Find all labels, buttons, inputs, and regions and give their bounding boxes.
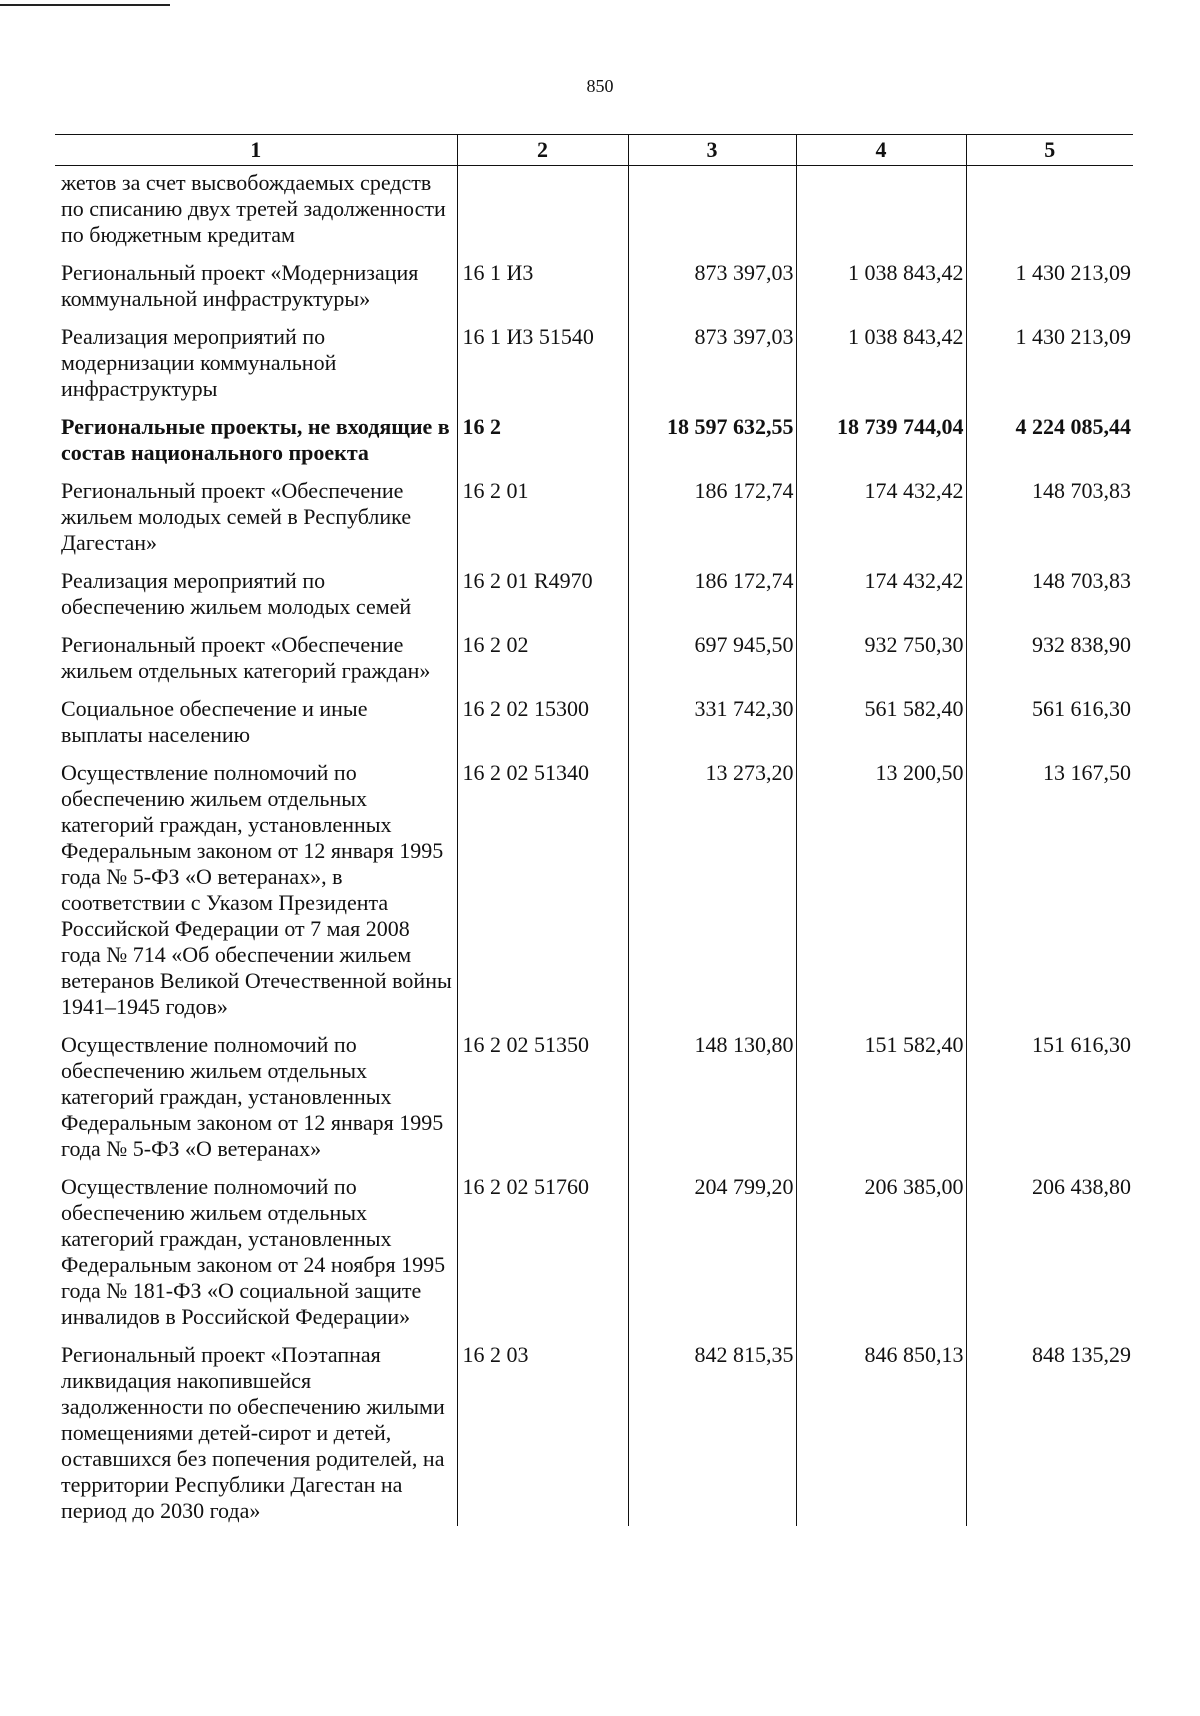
row-name-cell: Реализация мероприятий по модернизации коммунальной инфраструктуры	[61, 324, 337, 401]
header-col-5: 5	[966, 135, 1133, 166]
row-code-cell: 16 1 И3	[457, 260, 628, 324]
row-code-cell	[457, 166, 628, 261]
row-value-col5: 932 838,90	[966, 632, 1133, 696]
row-value-col3: 873 397,03	[628, 260, 796, 324]
table-row	[55, 1032, 1133, 1174]
row-name-cell: Региональный проект «Поэтапная ликвидация накопившейся задолженности по обеспечению жилыми помещениями детей-сирот и детей, оставшихся без попечения родителей, на территории Республики Дагестан на период до 2030 года»	[61, 1342, 445, 1523]
row-value-col4: 206 385,00	[796, 1174, 966, 1342]
row-value-col5	[966, 166, 1133, 261]
table-row	[55, 414, 1133, 478]
row-name-cell: Региональный проект «Обеспечение жильем молодых семей в Республике Дагестан»	[61, 478, 412, 555]
row-value-col5: 1 430 213,09	[966, 324, 1133, 414]
row-code-cell: 16 2 02	[457, 632, 628, 696]
row-code-cell: 16 2 02 15300	[457, 696, 628, 760]
row-value-col4: 1 038 843,42	[796, 260, 966, 324]
row-value-col4: 18 739 744,04	[796, 414, 966, 478]
row-value-col5: 13 167,50	[966, 760, 1133, 1032]
row-name-cell: Региональные проекты, не входящие в состав национального проекта	[61, 414, 450, 465]
row-name-cell: Региональный проект «Обеспечение жильем отдельных категорий граждан»	[61, 632, 431, 683]
row-value-col3: 331 742,30	[628, 696, 796, 760]
table-row	[55, 260, 1133, 324]
row-code-cell: 16 2 01 R4970	[457, 568, 628, 632]
row-code-cell: 16 1 И3 51540	[457, 324, 628, 414]
row-value-col4: 151 582,40	[796, 1032, 966, 1174]
row-value-col5: 206 438,80	[966, 1174, 1133, 1342]
header-col-2: 2	[457, 135, 628, 166]
row-value-col3: 186 172,74	[628, 478, 796, 568]
row-value-col3: 697 945,50	[628, 632, 796, 696]
scan-edge-mark	[0, 4, 170, 6]
row-name-cell: жетов за счет высвобождаемых средств по списанию двух третей задолженности по бюджетным кредитам	[61, 170, 446, 247]
row-code-cell: 16 2 02 51760	[457, 1174, 628, 1342]
row-code-cell: 16 2 01	[457, 478, 628, 568]
row-value-col5: 148 703,83	[966, 478, 1133, 568]
table-body	[55, 166, 1133, 1527]
header-col-4: 4	[796, 135, 966, 166]
row-value-col3: 873 397,03	[628, 324, 796, 414]
page-number: 850	[586, 76, 614, 96]
budget-table	[55, 134, 1133, 1526]
row-value-col3: 148 130,80	[628, 1032, 796, 1174]
row-value-col5: 848 135,29	[966, 1342, 1133, 1526]
table-row	[55, 478, 1133, 568]
row-value-col3	[628, 166, 796, 261]
table-row	[55, 166, 1133, 261]
header-col-3: 3	[628, 135, 796, 166]
row-value-col4: 561 582,40	[796, 696, 966, 760]
row-value-col4: 13 200,50	[796, 760, 966, 1032]
row-code-cell: 16 2 02 51340	[457, 760, 628, 1032]
row-value-col5: 4 224 085,44	[966, 414, 1133, 478]
row-code-cell: 16 2	[457, 414, 628, 478]
header-row	[55, 135, 1133, 166]
table-row	[55, 760, 1133, 1032]
row-value-col4: 932 750,30	[796, 632, 966, 696]
row-value-col5: 148 703,83	[966, 568, 1133, 632]
row-value-col5: 1 430 213,09	[966, 260, 1133, 324]
header-col-1: 1	[55, 135, 457, 166]
row-value-col3: 204 799,20	[628, 1174, 796, 1342]
table-row	[55, 696, 1133, 760]
row-value-col4: 1 038 843,42	[796, 324, 966, 414]
row-code-cell: 16 2 02 51350	[457, 1032, 628, 1174]
row-value-col4	[796, 166, 966, 261]
row-value-col4: 174 432,42	[796, 568, 966, 632]
row-name-cell: Осуществление полномочий по обеспечению жильем отдельных категорий граждан, установленных Федеральным законом от 24 ноября 1995 года № 181-ФЗ «О социальной защите инвалидов в Российской Федерации»	[61, 1174, 446, 1329]
row-name-cell: Региональный проект «Модернизация коммунальной инфраструктуры»	[61, 260, 419, 311]
row-name-cell: Социальное обеспечение и иные выплаты населению	[61, 696, 368, 747]
row-value-col5: 151 616,30	[966, 1032, 1133, 1174]
table-row	[55, 1174, 1133, 1342]
row-value-col3: 186 172,74	[628, 568, 796, 632]
row-value-col4: 846 850,13	[796, 1342, 966, 1526]
row-value-col4: 174 432,42	[796, 478, 966, 568]
row-value-col3: 18 597 632,55	[628, 414, 796, 478]
table-row	[55, 1342, 1133, 1526]
row-code-cell: 16 2 03	[457, 1342, 628, 1526]
row-name-cell: Осуществление полномочий по обеспечению жильем отдельных категорий граждан, установленных Федеральным законом от 12 января 1995 года № 5-ФЗ «О ветеранах»	[61, 1032, 444, 1161]
table-row	[55, 568, 1133, 632]
table-row	[55, 324, 1133, 414]
row-value-col5: 561 616,30	[966, 696, 1133, 760]
row-value-col3: 842 815,35	[628, 1342, 796, 1526]
row-name-cell: Реализация мероприятий по обеспечению жильем молодых семей	[61, 568, 412, 619]
table-row	[55, 632, 1133, 696]
row-value-col3: 13 273,20	[628, 760, 796, 1032]
row-name-cell: Осуществление полномочий по обеспечению жильем отдельных категорий граждан, установленных Федеральным законом от 12 января 1995 года № 5-ФЗ «О ветеранах», в соответствии с Указом Президента Российской Федерации от 7 мая 2008 года № 714 «Об обеспечении жильем ветеранов Великой Отечественной войны 1941–1945 годов»	[61, 760, 452, 1019]
